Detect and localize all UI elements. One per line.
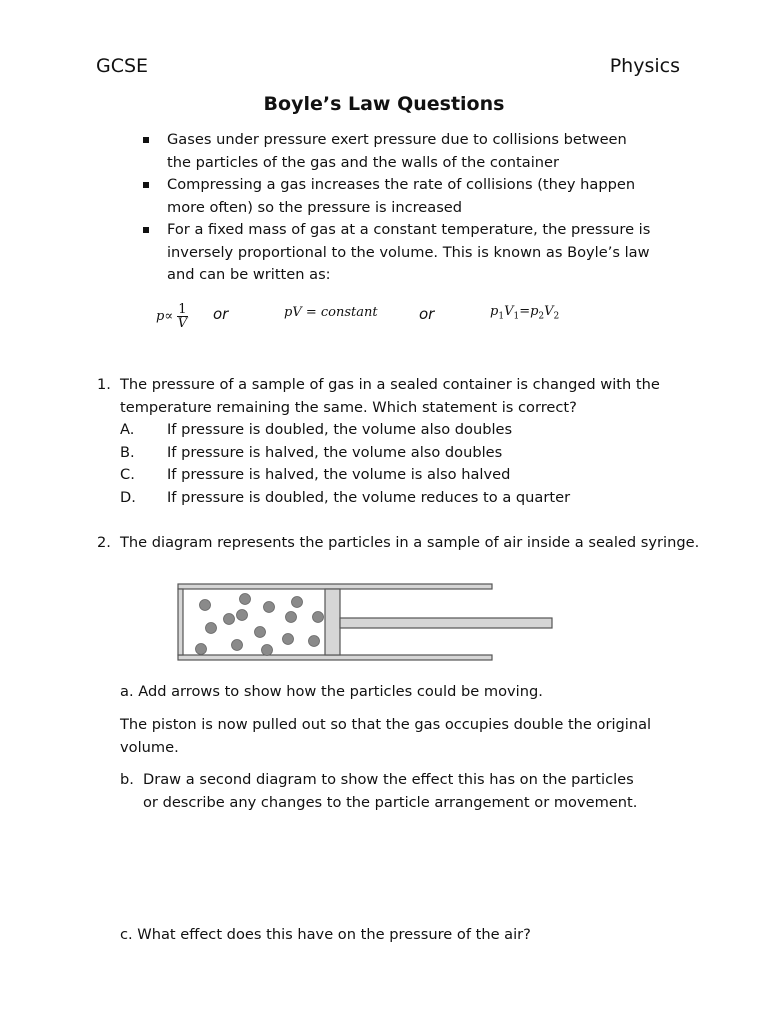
gas-particle (283, 634, 294, 645)
equation-boyle (490, 304, 559, 322)
eq-symbol: p (490, 304, 499, 319)
syringe-diagram (176, 580, 561, 668)
piston-statement: The piston is now pulled out so that the gas occupies double the original volume. (120, 716, 652, 756)
bullet-square-icon (143, 137, 149, 143)
bullet-text: Gases under pressure exert pressure due to collisions between the particles of the gas and the walls of the container (167, 131, 627, 171)
eq-symbol: p (156, 309, 165, 324)
bullet-square-icon (143, 182, 149, 188)
syringe-end-wall (178, 589, 183, 655)
eq-symbol: = (519, 304, 531, 319)
bullet-item (143, 219, 653, 287)
header-subject-level: GCSE (96, 55, 149, 77)
option-text: If pressure is doubled, the volume reduces to a quarter (167, 488, 571, 506)
eq-fraction (177, 303, 187, 330)
option-letter: C. (120, 466, 135, 483)
gas-particle (262, 645, 273, 656)
question-2a: a. Add arrows to show how the particles could be moving. (120, 683, 543, 700)
bullet-text: Compressing a gas increases the rate of collisions (they happen more often) so the pressure is increased (167, 176, 636, 216)
gas-particle (200, 600, 211, 611)
header-subject: Physics (609, 55, 680, 77)
bullet-item (143, 174, 653, 219)
gas-particle (264, 602, 275, 613)
bullet-square-icon (143, 227, 149, 233)
eq-subscript: 1 (498, 311, 505, 322)
or-label: or (213, 305, 229, 323)
syringe-barrel-bottom (178, 655, 492, 660)
gas-particle (292, 597, 303, 608)
gas-particle (286, 612, 297, 623)
eq-subscript: 2 (538, 311, 545, 322)
gas-particle (237, 610, 248, 621)
option-letter: B. (120, 443, 135, 461)
question-1 (0, 374, 768, 514)
question-2 (0, 532, 768, 556)
eq-subscript: 1 (513, 311, 520, 322)
gas-particle (313, 612, 324, 623)
subquestion-label: b. (120, 771, 134, 788)
equation-constant: pV = constant (284, 305, 378, 320)
option-text: If pressure is halved, the volume is also halved (167, 466, 511, 483)
eq-denominator: V (177, 316, 188, 331)
question-number: 1. (97, 376, 111, 393)
eq-symbol: p (530, 304, 539, 319)
eq-symbol: V (544, 304, 554, 319)
eq-symbol: V (504, 304, 514, 319)
eq-numerator: 1 (178, 302, 187, 317)
gas-particle (224, 614, 235, 625)
syringe-plunger-rod (340, 618, 552, 628)
question-2c: c. What effect does this have on the pressure of the air? (120, 926, 531, 943)
or-label: or (419, 305, 435, 323)
syringe-piston (325, 589, 340, 655)
bullet-item (143, 129, 653, 174)
question-text: The pressure of a sample of gas in a sealed container is changed with the temperature remaining the same. Which statement is correct? (120, 376, 660, 416)
page-title: Boyle’s Law Questions (263, 93, 505, 115)
bullet-text: For a fixed mass of gas at a constant temperature, the pressure is inversely proportional to the volume. This is known as Boyle’s law and can be written as: (167, 221, 651, 283)
gas-particle (240, 594, 251, 605)
gas-particle (196, 644, 207, 655)
gas-particle (206, 623, 217, 634)
eq-symbol: ∝ (164, 309, 174, 324)
equation-proportional (156, 303, 188, 330)
gas-particle (309, 636, 320, 647)
option-letter: D. (120, 488, 136, 506)
option-letter: A. (120, 421, 135, 438)
question-text: The diagram represents the particles in a sample of air inside a sealed syringe. (120, 534, 700, 551)
gas-particle (255, 627, 266, 638)
option-text: If pressure is doubled, the volume also doubles (167, 421, 513, 438)
gas-particle (232, 640, 243, 651)
intro-bullets (143, 129, 653, 287)
subquestion-text: Draw a second diagram to show the effect this has on the particles or describe any changes to the particle arrangement or movement. (143, 771, 638, 811)
syringe-barrel-top (178, 584, 492, 589)
option-text: If pressure is halved, the volume also doubles (167, 443, 503, 461)
eq-subscript: 2 (553, 311, 560, 322)
question-number: 2. (97, 534, 111, 551)
